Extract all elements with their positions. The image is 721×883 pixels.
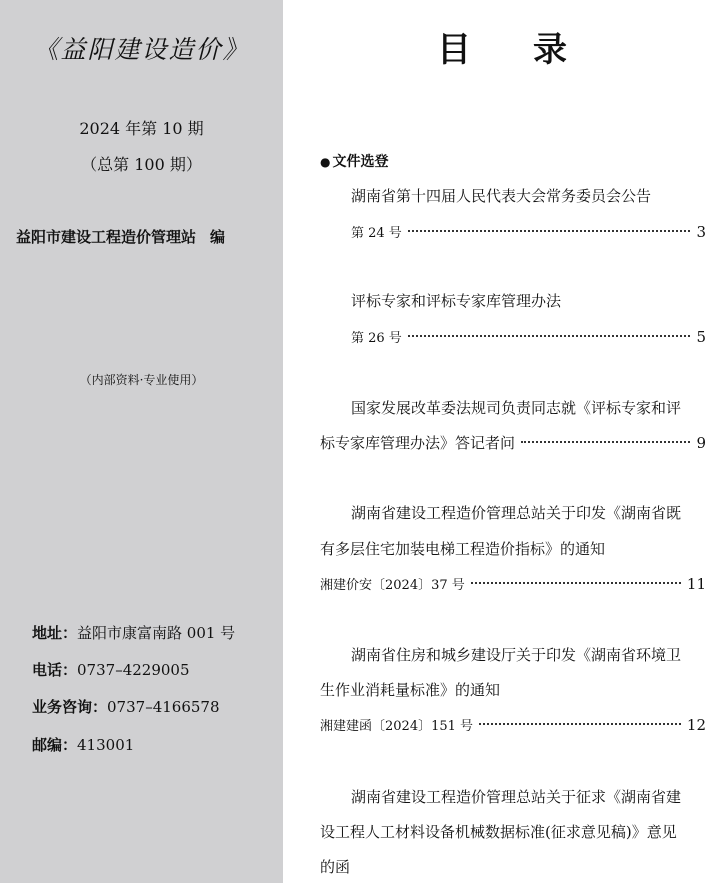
magazine-title: 《益阳建设造价》 xyxy=(33,35,250,64)
contact-label: 电话： xyxy=(32,661,78,679)
dot-leader xyxy=(408,335,691,337)
toc-entry-leader[interactable] xyxy=(351,327,706,349)
toc-entry-page: 12 xyxy=(686,716,706,734)
contact-phone xyxy=(32,659,190,680)
toc-entry-title-cont[interactable]: 设工程人工材料设备机械数据标准(征求意见稿)》意见 xyxy=(320,823,677,841)
section-heading xyxy=(320,151,388,171)
toc-entry-page: 5 xyxy=(696,328,706,346)
usage-note: （内部资料·专业使用） xyxy=(79,373,204,387)
dot-leader xyxy=(471,582,681,584)
contact-value: 益阳市康富南路 001 号 xyxy=(77,624,236,642)
toc-entry-title[interactable]: 湖南省建设工程造价管理总站关于征求《湖南省建 xyxy=(351,788,682,806)
toc-entry-title-cont[interactable]: 生作业消耗量标准》的通知 xyxy=(320,681,501,699)
toc-entry-title[interactable]: 湖南省建设工程造价管理总站关于印发《湖南省既 xyxy=(351,504,682,522)
toc-entry-title[interactable]: 湖南省第十四届人民代表大会常务委员会公告 xyxy=(351,187,652,205)
issue-number: 2024 年第 10 期 xyxy=(79,119,204,138)
toc-entry-title-cont[interactable]: 有多层住宅加装电梯工程造价指标》的通知 xyxy=(320,540,606,558)
contact-postcode xyxy=(32,734,134,755)
bullet-icon: ● xyxy=(320,155,331,169)
toc-title: 目录 xyxy=(437,30,629,70)
dot-leader xyxy=(408,230,691,232)
toc-entry-title[interactable]: 国家发展改革委法规司负责同志就《评标专家和评 xyxy=(351,399,682,417)
editor-name: 益阳市建设工程造价管理站 xyxy=(16,228,197,246)
toc-entry-title-cont: 标专家库管理办法》答记者问 xyxy=(320,434,516,452)
editor-role: 编 xyxy=(210,228,226,246)
section-label: 文件选登 xyxy=(332,154,389,170)
toc-entry-leader[interactable] xyxy=(351,222,706,244)
toc-panel xyxy=(283,0,721,883)
toc-entry-page: 11 xyxy=(686,575,706,593)
dot-leader xyxy=(479,723,681,725)
toc-entry-page: 9 xyxy=(696,434,706,452)
toc-entry-leader[interactable] xyxy=(320,574,706,596)
contact-label: 邮编： xyxy=(32,736,78,754)
toc-entry-title[interactable]: 评标专家和评标专家库管理办法 xyxy=(351,292,562,310)
contact-value: 0737–4229005 xyxy=(77,661,190,679)
contact-value: 0737–4166578 xyxy=(107,698,220,716)
contact-consult xyxy=(32,696,220,717)
contact-value: 413001 xyxy=(77,736,135,754)
toc-entry-ref: 湘建价安〔2024〕37 号 xyxy=(320,578,465,593)
toc-entry-leader[interactable] xyxy=(320,715,706,737)
toc-entry-leader[interactable] xyxy=(320,433,706,453)
toc-entry-title-cont[interactable]: 的函 xyxy=(320,858,351,876)
toc-entry-ref: 第 24 号 xyxy=(351,226,402,241)
toc-entry-ref: 湘建建函〔2024〕151 号 xyxy=(320,719,474,734)
toc-entry-page: 3 xyxy=(696,223,706,241)
cover-panel xyxy=(0,0,283,883)
toc-entry-ref: 第 26 号 xyxy=(351,331,402,346)
total-issue-number: （总第 100 期） xyxy=(81,155,202,174)
editor-line xyxy=(16,226,225,247)
dot-leader xyxy=(521,441,690,443)
contact-label: 地址： xyxy=(32,624,78,642)
toc-entry-title[interactable]: 湖南省住房和城乡建设厅关于印发《湖南省环境卫 xyxy=(351,646,682,664)
contact-address xyxy=(32,622,235,643)
contact-label: 业务咨询： xyxy=(32,698,108,716)
